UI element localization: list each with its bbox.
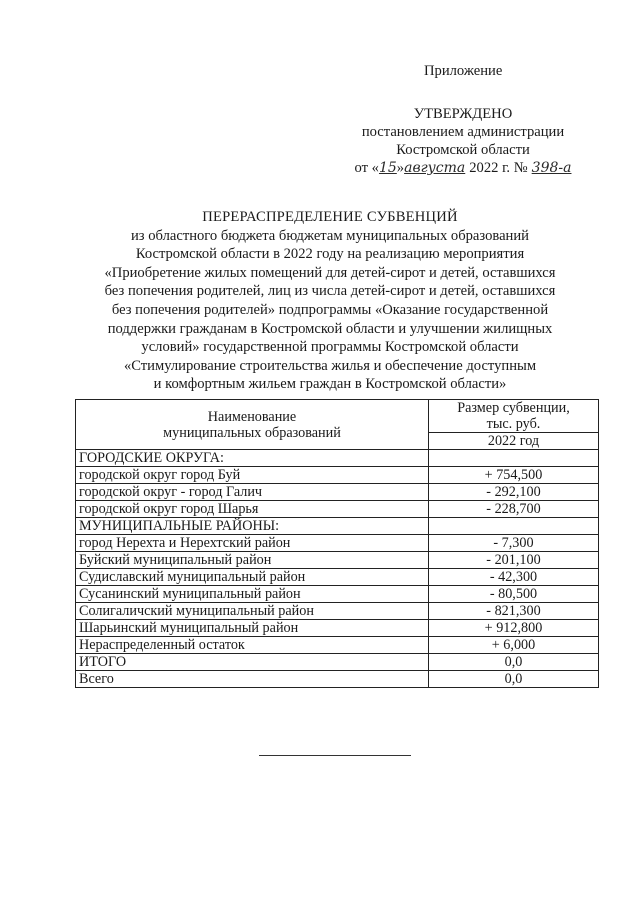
document-title-block — [60, 208, 600, 394]
date-month: августа — [404, 160, 466, 176]
title-line: поддержки гражданам в Костромской области и улучшении жилищных — [107, 320, 553, 337]
table-header-row — [76, 400, 599, 433]
date-mid: » — [396, 160, 405, 176]
title-line: «Стимулирование строительства жилья и обеспечение доступным — [123, 357, 537, 374]
table-row — [76, 620, 599, 637]
table-row — [76, 518, 599, 535]
date-prefix: от « — [354, 160, 379, 176]
row-name: Сусанинский муниципальный район — [76, 586, 429, 603]
title-line: из областного бюджета бюджетам муниципальных образований — [131, 227, 529, 244]
table-row — [76, 501, 599, 518]
table-row — [76, 586, 599, 603]
decree-line-2: Костромской области — [396, 142, 530, 158]
subsidy-table — [75, 399, 599, 688]
footer-divider — [259, 755, 411, 756]
approval-block — [354, 105, 572, 177]
row-value: + 6,000 — [429, 637, 599, 654]
decree-number: 398-а — [531, 160, 572, 176]
title-line: и комфортным жильем граждан в Костромской области» — [153, 376, 507, 393]
row-name: Судиславский муниципальный район — [76, 569, 429, 586]
row-name: Всего — [76, 671, 429, 688]
row-name: Шарьинский муниципальный район — [76, 620, 429, 637]
decree-date-line — [354, 159, 572, 177]
row-value: - 7,300 — [429, 535, 599, 552]
row-name: ГОРОДСКИЕ ОКРУГА: — [76, 450, 429, 467]
title-line: Костромской области в 2022 году на реализацию мероприятия — [135, 246, 525, 263]
appendix-label: Приложение — [424, 63, 503, 79]
decree-line-1: постановлением администрации — [361, 124, 565, 140]
column-header-name-line1: Наименование — [207, 408, 297, 425]
table-row — [76, 569, 599, 586]
table-row — [76, 535, 599, 552]
row-value: 0,0 — [429, 671, 599, 688]
table-row — [76, 450, 599, 467]
row-name: Солигаличский муниципальный район — [76, 603, 429, 620]
table-row — [76, 552, 599, 569]
row-name: городской округ город Шарья — [76, 501, 429, 518]
title-line: без попечения родителей» подпрограммы «Оказание государственной — [111, 301, 549, 318]
row-name: ИТОГО — [76, 654, 429, 671]
row-value: - 228,700 — [429, 501, 599, 518]
row-value: 0,0 — [429, 654, 599, 671]
row-name: МУНИЦИПАЛЬНЫЕ РАЙОНЫ: — [76, 518, 429, 535]
date-day: 15 — [378, 160, 397, 176]
table-row — [76, 654, 599, 671]
table-row — [76, 603, 599, 620]
title-line: условий» государственной программы Костромской области — [141, 339, 519, 356]
row-name: городской округ город Буй — [76, 467, 429, 484]
date-year: 2022 г. № — [469, 160, 528, 176]
row-value: + 754,500 — [429, 467, 599, 484]
row-value: - 42,300 — [429, 569, 599, 586]
column-header-size-line1: Размер субвенции, — [457, 400, 570, 416]
row-value: - 80,500 — [429, 586, 599, 603]
table-row — [76, 671, 599, 688]
row-name: городской округ - город Галич — [76, 484, 429, 501]
table-row — [76, 484, 599, 501]
row-name: Нераспределенный остаток — [76, 637, 429, 654]
table-row — [76, 467, 599, 484]
row-value: - 201,100 — [429, 552, 599, 569]
title-line: без попечения родителей, лиц из числа детей-сирот и детей, оставшихся — [104, 283, 556, 300]
row-name: Буйский муниципальный район — [76, 552, 429, 569]
title-line: «Приобретение жилых помещений для детей-сирот и детей, оставшихся — [104, 264, 556, 281]
approved-heading: УТВЕРЖДЕНО — [413, 106, 513, 122]
row-value — [429, 518, 599, 535]
column-header-size — [429, 400, 599, 433]
column-header-name-line2: муниципальных образований — [163, 424, 341, 441]
column-header-size-line2: тыс. руб. — [486, 416, 541, 432]
row-value: - 821,300 — [429, 603, 599, 620]
column-header-name — [76, 400, 429, 450]
document-title: ПЕРЕРАСПРЕДЕЛЕНИЕ СУБВЕНЦИЙ — [202, 209, 458, 225]
row-name: город Нерехта и Нерехтский район — [76, 535, 429, 552]
table-row — [76, 637, 599, 654]
row-value: + 912,800 — [429, 620, 599, 637]
row-value — [429, 450, 599, 467]
column-header-year: 2022 год — [429, 433, 599, 450]
row-value: - 292,100 — [429, 484, 599, 501]
